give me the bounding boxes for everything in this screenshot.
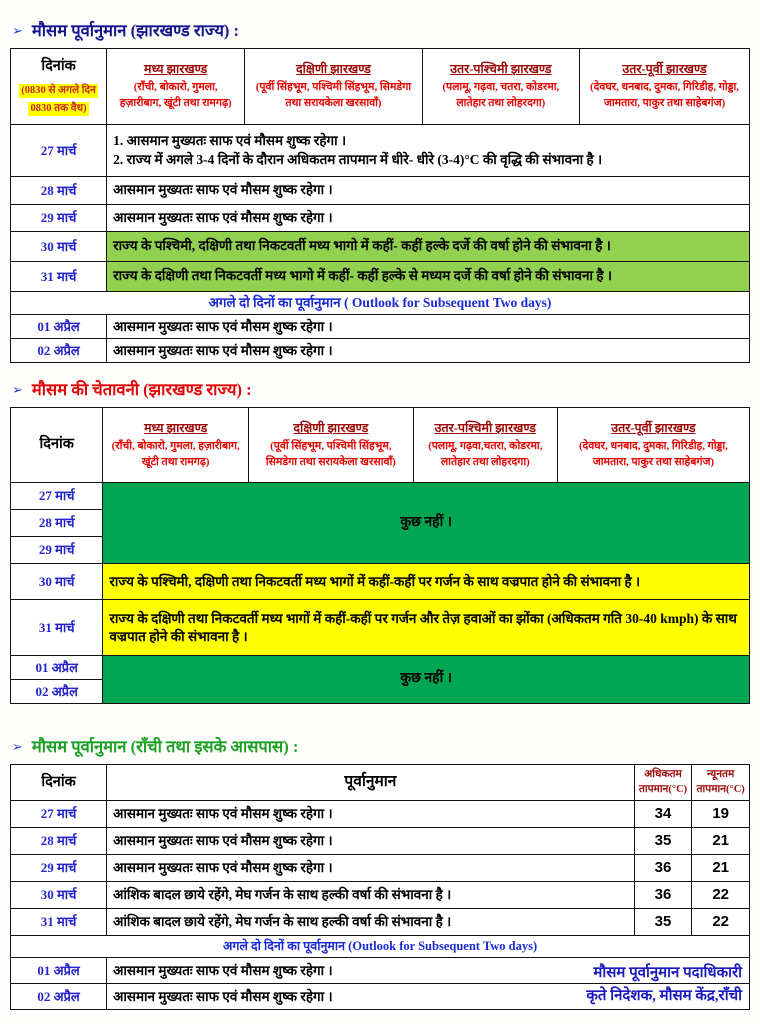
date-label: दिनांक [39, 436, 74, 453]
warning-cell-thunderstorm: राज्य के पश्चिमी, दक्षिणी तथा निकटवर्ती मध्य भागों में कहीं-कहीं पर गर्जन के साथ वज्रपात होने की संभावना है । [103, 564, 750, 600]
region-districts: (देवघर, धनबाद, दुमका, गिरिडीह, गोड्डा, जामतारा, पाकुर तथा साहेबगंज) [590, 81, 739, 109]
forecast-column-header: पूर्वानुमान [107, 765, 635, 801]
forecast-cell-rain-likely: राज्य के दक्षिणी तथा निकटवर्ती मध्य भागो में कहीं- कहीं हल्के से मध्यम दर्जे की वर्षा होने की संभावना है । [107, 262, 750, 292]
date-cell: 28 मार्च [11, 828, 107, 855]
max-temp-value: 34 [634, 801, 692, 828]
forecast-line1: 1. आसमान मुख्यतः साफ एवं मौसम शुष्क रहेगा । [113, 133, 347, 149]
date-cell: 29 मार्च [11, 537, 103, 564]
date-column-header: दिनांक [11, 765, 107, 801]
signature-line2: कृते निदेशक, मौसम केंद्र,राँची [586, 988, 742, 1005]
date-column-header [11, 408, 103, 483]
region-header-northeast [557, 408, 749, 483]
region-name: मध्य झारखण्ड [144, 62, 208, 77]
state-warning-table [10, 407, 750, 704]
region-districts: (पूर्वी सिंहभूम, पश्चिमी सिंहभूम, सिमडेगा तथा सरायकेला खरसावाँ) [255, 81, 412, 109]
validity-note [17, 80, 100, 116]
outlook-row [11, 292, 750, 315]
date-cell: 01 अप्रैल [11, 315, 107, 339]
min-temp-column-header [692, 765, 750, 801]
table-row [11, 315, 750, 339]
arrow-bullet-icon: ➢ [12, 382, 23, 398]
table-row [11, 855, 750, 882]
forecast-cell: आसमान मुख्यतः साफ एवं मौसम शुष्क रहेगा । [107, 984, 750, 1010]
region-name: उतर-पूर्वी झारखण्ड [622, 62, 707, 77]
forecast-cell [107, 125, 750, 177]
forecast-cell: आसमान मुख्यतः साफ एवं मौसम शुष्क रहेगा । [107, 855, 635, 882]
date-cell: 27 मार्च [11, 125, 107, 177]
date-cell: 29 मार्च [11, 855, 107, 882]
date-cell: 29 मार्च [11, 205, 107, 232]
table-row [11, 339, 750, 363]
signature-block [586, 962, 742, 1009]
signature-line1: मौसम पूर्वानुमान पदाधिकारी [593, 965, 742, 981]
date-cell: 02 अप्रैल [11, 984, 107, 1010]
arrow-bullet-icon: ➢ [12, 23, 23, 38]
table-row [11, 125, 750, 177]
date-cell: 28 मार्च [11, 510, 103, 537]
date-cell: 02 अप्रैल [11, 680, 103, 704]
forecast-cell: आसमान मुख्यतः साफ एवं मौसम शुष्क रहेगा । [107, 205, 750, 232]
region-name: उतर-पश्चिमी झारखण्ड [450, 62, 552, 77]
section-forecast-state-heading [12, 18, 750, 41]
region-header-central [107, 49, 245, 125]
region-name: दक्षिणी झारखण्ड [293, 421, 369, 436]
section-warning-heading [12, 377, 750, 400]
max-temp-value: 35 [634, 909, 692, 936]
table-row [11, 801, 750, 828]
min-temp-value: 21 [692, 855, 750, 882]
table-row [11, 564, 750, 600]
region-name: दक्षिणी झारखण्ड [295, 62, 371, 77]
date-cell: 01 अप्रैल [11, 958, 107, 984]
forecast-ranchi-title: मौसम पूर्वानुमान (राँची तथा इसके आसपास) : [31, 737, 299, 757]
table-row [11, 262, 750, 292]
table-row [11, 882, 750, 909]
date-label: दिनांक [41, 58, 76, 74]
state-forecast-table [10, 48, 750, 363]
forecast-cell: आसमान मुख्यतः साफ एवं मौसम शुष्क रहेगा । [107, 177, 750, 205]
forecast-cell: आसमान मुख्यतः साफ एवं मौसम शुष्क रहेगा । [107, 958, 750, 984]
ranchi-header-row [11, 765, 750, 801]
forecast-cell: आसमान मुख्यतः साफ एवं मौसम शुष्क रहेगा । [107, 339, 750, 363]
table-row [11, 828, 750, 855]
outlook-header: अगले दो दिनों का पूर्वानुमान (Outlook for Subsequent Two days) [11, 936, 750, 958]
forecast-cell-rain-likely: राज्य के पश्चिमी, दक्षिणी तथा निकटवर्ती मध्य भागो में कहीं- कहीं हल्के दर्जे की वर्षा होने की संभावना है । [107, 232, 750, 262]
forecast-cell: आंशिक बादल छाये रहेंगे, मेघ गर्जन के साथ हल्की वर्षा की संभावना है । [107, 882, 635, 909]
date-cell: 02 अप्रैल [11, 339, 107, 363]
max-temp-label-line2: तापमान(°C) [638, 783, 688, 795]
forecast-cell: आसमान मुख्यतः साफ एवं मौसम शुष्क रहेगा । [107, 828, 635, 855]
validity-line1: (0830 से अगले दिन [19, 84, 98, 98]
max-temp-column-header [634, 765, 692, 801]
arrow-bullet-icon: ➢ [12, 739, 23, 755]
state-forecast-header-row [11, 49, 750, 125]
outlook-header: अगले दो दिनों का पूर्वानुमान ( Outlook for Subsequent Two days) [11, 292, 750, 315]
min-temp-value: 22 [692, 882, 750, 909]
min-temp-value: 21 [692, 828, 750, 855]
region-header-central [103, 408, 249, 483]
region-header-southern [245, 49, 422, 125]
max-temp-label-line1: अधिकतम [644, 769, 682, 781]
outlook-row [11, 936, 750, 958]
date-cell: 28 मार्च [11, 177, 107, 205]
warning-cell-none: कुछ नहीं । [103, 483, 750, 564]
warning-cell-none: कुछ नहीं । [103, 656, 750, 704]
warning-title: मौसम की चेतावनी (झारखण्ड राज्य) : [31, 380, 252, 400]
region-districts: (राँची, बोकारो, गुमला, हज़ारीबाग, खूंटी तथा रामगढ़) [119, 81, 232, 109]
date-cell: 31 मार्च [11, 600, 103, 656]
forecast-line2: 2. राज्य में अगले 3-4 दिनों के दौरान अधिकतम तापमान में धीरे- धीरे (3-4)°C की वृद्धि की संभावना है । [113, 151, 603, 167]
date-cell: 27 मार्च [11, 801, 107, 828]
region-districts: (देवघर, धनबाद, दुमका, गिरिडीह, गोड्डा, जामतारा, पाकुर तथा साहेबगंज) [578, 440, 728, 468]
min-temp-label-line2: तापमान(°C) [696, 783, 745, 795]
region-name: उतर-पश्चिमी झारखण्ड [434, 421, 536, 436]
min-temp-value: 22 [692, 909, 750, 936]
warning-cell-thunderstorm-wind: राज्य के दक्षिणी तथा निकटवर्ती मध्य भागों में कहीं-कहीं पर गर्जन और तेज़ हवाओं का झोंका (अधिकतम गति 30-40 kmph) के साथ वज्रपात होने की संभावना है । [103, 600, 750, 656]
validity-line2: 0830 तक वैध) [28, 102, 88, 116]
date-cell: 31 मार्च [11, 909, 107, 936]
table-row [11, 177, 750, 205]
region-districts: (पूर्वी सिंहभूम, पश्चिमी सिंहभूम, सिमडेगा तथा सरायकेला खरसावाँ) [265, 440, 396, 468]
table-row [11, 232, 750, 262]
forecast-cell: आसमान मुख्यतः साफ एवं मौसम शुष्क रहेगा । [107, 315, 750, 339]
date-cell: 30 मार्च [11, 232, 107, 262]
table-row [11, 600, 750, 656]
region-header-northeast [580, 49, 750, 125]
region-name: मध्य झारखण्ड [144, 421, 208, 436]
date-cell: 27 मार्च [11, 483, 103, 510]
forecast-cell: आसमान मुख्यतः साफ एवं मौसम शुष्क रहेगा । [107, 801, 635, 828]
region-districts: (पलामू, गढ़वा, चतरा, कोडरमा, लातेहार तथा लोहरदगा) [442, 81, 560, 109]
table-row [11, 909, 750, 936]
table-row [11, 205, 750, 232]
section-forecast-ranchi-heading [12, 734, 750, 757]
max-temp-value: 36 [634, 855, 692, 882]
date-cell: 31 मार्च [11, 262, 107, 292]
min-temp-label-line1: न्यूनतम [707, 769, 735, 781]
region-districts: (पलामू, गढ़वा,चतरा, कोडरमा, लातेहार तथा लोहरदगा) [428, 440, 543, 468]
max-temp-value: 35 [634, 828, 692, 855]
region-districts: (राँची, बोकारो, गुमला, हज़ारीबाग, खूंटी तथा रामगढ़) [111, 440, 240, 468]
region-header-southern [248, 408, 413, 483]
forecast-state-title: मौसम पूर्वानुमान (झारखण्ड राज्य) : [31, 21, 240, 40]
forecast-cell: आंशिक बादल छाये रहेंगे, मेघ गर्जन के साथ हल्की वर्षा की संभावना है । [107, 909, 635, 936]
table-row [11, 656, 750, 680]
table-row [11, 483, 750, 510]
region-name: उतर-पूर्वी झारखण्ड [611, 421, 696, 436]
date-cell: 01 अप्रैल [11, 656, 103, 680]
warning-header-row [11, 408, 750, 483]
region-header-northwest [413, 408, 557, 483]
date-cell: 30 मार्च [11, 882, 107, 909]
min-temp-value: 19 [692, 801, 750, 828]
max-temp-value: 36 [634, 882, 692, 909]
date-column-header [11, 49, 107, 125]
region-header-northwest [422, 49, 579, 125]
date-cell: 30 मार्च [11, 564, 103, 600]
